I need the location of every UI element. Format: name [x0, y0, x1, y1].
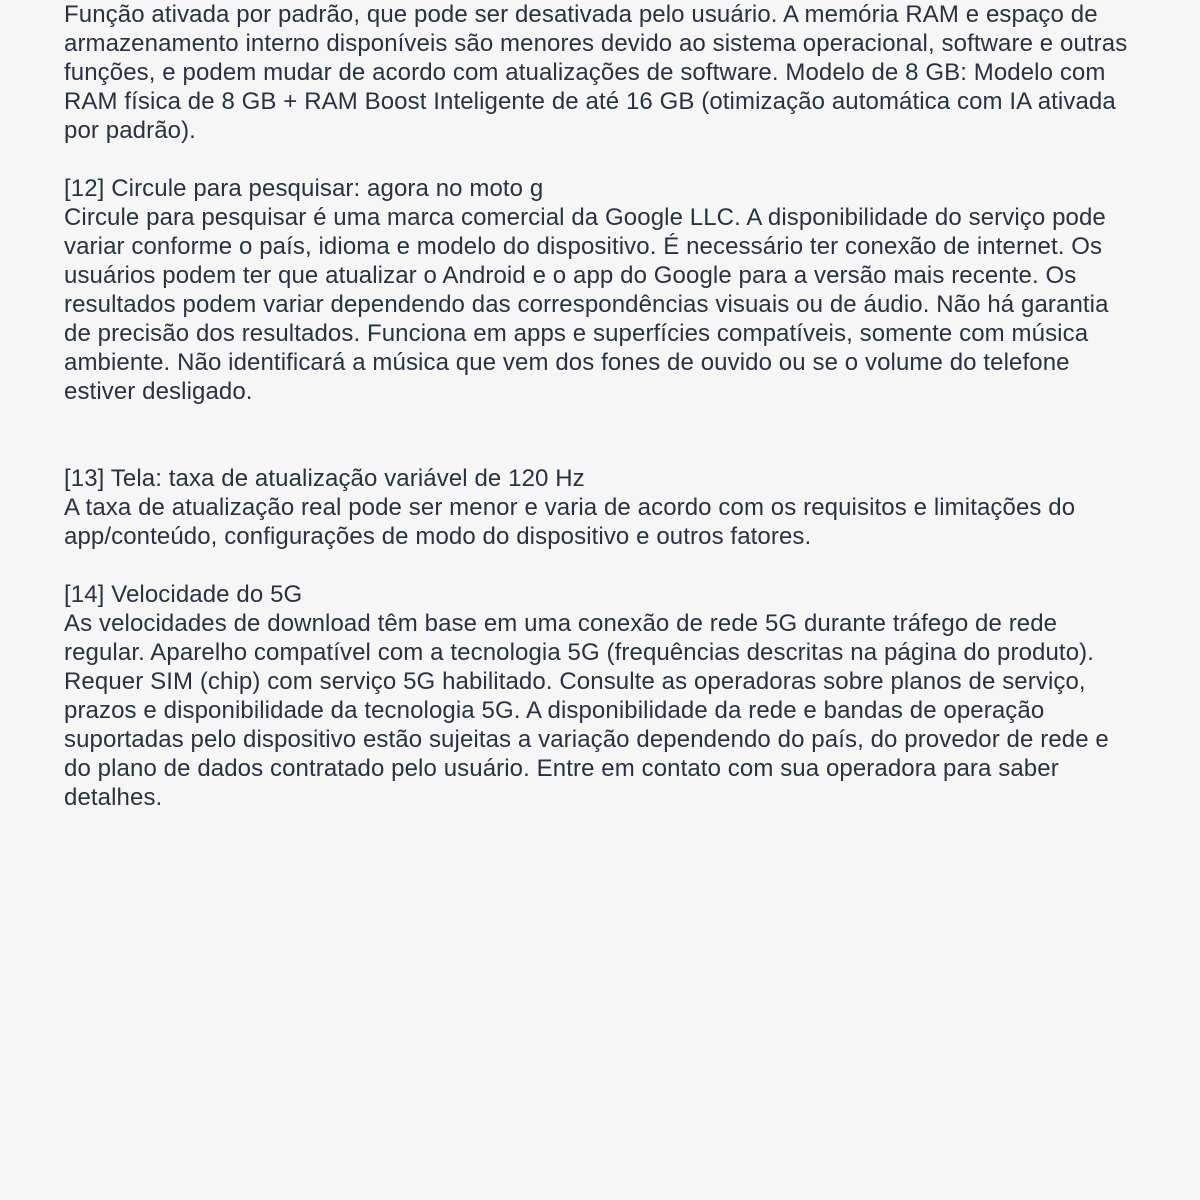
footnote-12-body: Circule para pesquisar é uma marca comercial da Google LLC. A disponibilidade do serviço pode variar conforme o país, idioma e modelo do dispositivo. É necessário ter conexão de internet. Os usuários podem ter que atualizar o Android e o app do Google para a versão mais recente. Os resultados podem variar dependendo das correspondências visuais ou de áudio. Não há garantia de precisão dos resultados. Funciona em apps e superfícies compatíveis, somente com música ambiente. Não identificará a música que vem dos fones de ouvido ou se o volume do telefone estiver desligado. [64, 204, 1109, 405]
footnote-14 [64, 580, 1136, 812]
footnote-13 [64, 464, 1136, 551]
footnote-12-heading: [12] Circule para pesquisar: agora no moto g [64, 175, 544, 202]
footnote-12 [64, 174, 1136, 406]
footnote-14-heading: [14] Velocidade do 5G [64, 581, 303, 608]
footnote-continuation [64, 0, 1136, 145]
footnote-continuation-text: Função ativada por padrão, que pode ser desativada pelo usuário. A memória RAM e espaço de armazenamento interno disponíveis são menores devido ao sistema operacional, software e outras funções, e podem mudar de acordo com atualizações de software. Modelo de 8 GB: Modelo com RAM física de 8 GB + RAM Boost Inteligente de até 16 GB (otimização automática com IA ativada por padrão). [64, 1, 1128, 144]
footnote-13-heading: [13] Tela: taxa de atualização variável de 120 Hz [64, 465, 585, 492]
footnote-13-body: A taxa de atualização real pode ser menor e varia de acordo com os requisitos e limitações do app/conteúdo, configurações de modo do dispositivo e outros fatores. [64, 494, 1076, 550]
footnote-14-body: As velocidades de download têm base em uma conexão de rede 5G durante tráfego de rede regular. Aparelho compatível com a tecnologia 5G (frequências descritas na página do produto). Requer SIM (chip) com serviço 5G habilitado. Consulte as operadoras sobre planos de serviço, prazos e disponibilidade da tecnologia 5G. A disponibilidade da rede e bandas de operação suportadas pelo dispositivo estão sujeitas a variação dependendo do país, do provedor de rede e do plano de dados contratado pelo usuário. Entre em contato com sua operadora para saber detalhes. [64, 610, 1109, 811]
